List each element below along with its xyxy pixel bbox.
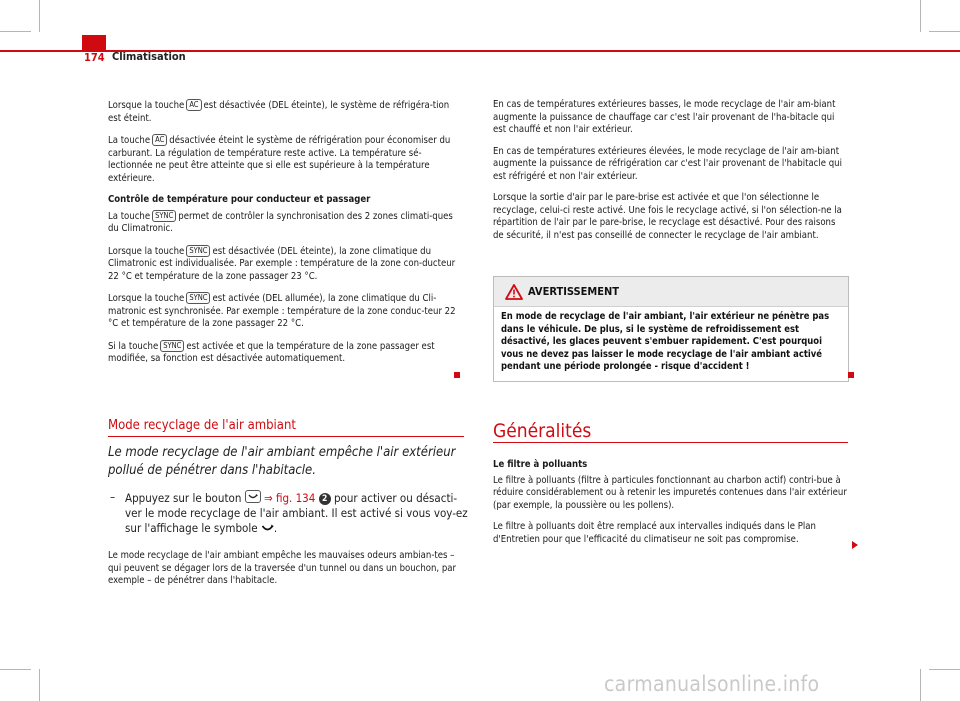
warning-title: AVERTISSEMENT [528, 285, 620, 298]
text: est activée (DEL allumée), la zone climatique du Cli-matronic est synchronisée. Par exemple : température de la zone conduc-teur 22 °C et température de la zone passager 22 °C. [108, 293, 456, 329]
air-recirculation-icon [245, 490, 261, 503]
text: Lorsque la touche [108, 293, 185, 304]
text: désactivée éteint le système de réfrigération pour économiser du carburant. La régulation de température reste active. La température sé-lectionnée ne peut être atteinte que si elle est supérieure à la température extérieure. [108, 135, 451, 184]
warning-triangle-icon [505, 284, 523, 300]
crop-mark [929, 31, 960, 32]
paragraph [108, 99, 463, 125]
paragraph: Le filtre à polluants doit être remplacé aux intervalles indiqués dans le Plan d'Entretien pour que l'efficacité du climatiseur ne soit pas compromise. [493, 521, 816, 545]
paragraph: En cas de températures extérieures élevées, le mode recyclage de l'air am-biant augmente la puissance de réfrigération car c'est l'air provenant de l'habitacle qui est réfrigéré et non l'air extérieur. [493, 145, 842, 182]
left-column [108, 99, 463, 375]
subheading: Le filtre à polluants [493, 459, 588, 470]
callout-number: 2 [319, 493, 331, 505]
crop-mark [39, 0, 40, 32]
chapter-title: Climatisation [112, 50, 186, 63]
page-number: 174 [84, 51, 105, 64]
text: est désactivée (DEL éteinte), le système de réfrigéra-tion est éteint. [108, 100, 450, 124]
paragraph: Le filtre à polluants (filtre à particules fonctionnant au charbon actif) contri-bue à réduire considérablement ou à retenir les impuretés contenues dans l'air extérieur (par exemple, la poussière ou les pollens). [493, 474, 847, 511]
section-title-recirculation: Mode recyclage de l'air ambiant [108, 418, 296, 433]
text: Appuyez sur le bouton [125, 491, 242, 505]
text: permet de contrôler la synchronisation des 2 zones climati-ques du Climatronic. [108, 210, 453, 234]
crop-mark [0, 31, 31, 32]
ac-key: AC [186, 99, 201, 111]
text: Lorsque la touche [108, 100, 185, 111]
step-text [125, 490, 468, 536]
crop-mark [920, 0, 921, 32]
sync-key: SYNC [152, 210, 176, 222]
paragraph: Lorsque la sortie d'air par le pare-brise est activée et que l'on sélectionne le recyclage, celui-ci reste activé. Une fois le recyclage activé, si l'on sélection-ne la répartition de l'air par le pare-brise, le recyclage est désactivé. Pour des raisons de sécurité, il n'est pas conseillé de connecter le recyclage de l'air ambiant. [493, 192, 842, 241]
right-column [493, 99, 848, 251]
next-page-arrow-icon [852, 541, 858, 549]
paragraph: En cas de températures extérieures basses, le mode recyclage de l'air am-biant augmente la puissance de chauffage car c'est l'air provenant de l'ha-bitacle qui est chauffé et non l'air extérieur. [493, 99, 836, 135]
air-recirculation-icon [261, 524, 274, 533]
paragraph [108, 245, 463, 284]
crop-mark [39, 669, 40, 701]
ac-key: AC [152, 134, 167, 146]
section-lead: Le mode recyclage de l'air ambiant empêche l'air extérieur pollué de pénétrer dans l'habitacle. [108, 445, 456, 478]
paragraph [108, 550, 463, 597]
warning-header [494, 277, 848, 307]
step-dash: – [110, 490, 116, 504]
section-rule [108, 436, 464, 437]
page-number-tab [82, 35, 106, 52]
sync-key: SYNC [186, 245, 210, 257]
paragraph [108, 292, 463, 331]
crop-mark [929, 669, 960, 670]
paragraph [108, 134, 463, 185]
text: pour activer ou désacti-ver le mode recyclage de l'air ambiant. Il est activé si vous voy-ez sur l'affichage le symbole [125, 491, 468, 535]
text: La touche [108, 210, 151, 222]
text: Le mode recyclage de l'air ambiant empêche les mauvaises odeurs ambian-tes – qui peuvent se dégager lors de la traversée d'un tunnel ou dans un bouchon, par exemple – de pénétrer dans l'habitacle. [108, 550, 457, 586]
instruction-step [108, 490, 468, 536]
section-rule [493, 442, 848, 443]
text: est activée et que la température de la zone passager est modifiée, sa fonction est désactivée automatiquement. [108, 340, 435, 364]
section-title-general: Généralités [493, 420, 592, 442]
end-of-section-square-icon [848, 372, 854, 378]
watermark: carmanualsonline.info [604, 672, 820, 696]
text: . [273, 521, 278, 535]
subheading: Contrôle de température pour conducteur et passager [108, 194, 371, 205]
text: Si la touche [108, 340, 159, 352]
paragraph [108, 210, 463, 236]
crop-mark [0, 669, 31, 670]
warning-box [493, 276, 849, 382]
paragraph [108, 340, 463, 366]
text: Lorsque la touche [108, 245, 185, 257]
right-column-lower [493, 459, 848, 555]
end-of-section-square-icon [454, 372, 460, 378]
crop-mark [920, 669, 921, 701]
warning-text: En mode de recyclage de l'air ambiant, l'air extérieur ne pénètre pas dans le véhicule. De plus, si le système de refroidissement est désactivé, les glaces peuvent s'embuer rapidement. C'est pourquoi vous ne devez pas laisser le mode recyclage de l'air ambiant activé pendant une période prolongée - risque d'accident ! [501, 311, 830, 372]
text: La touche [108, 135, 151, 146]
text: est désactivée (DEL éteinte), la zone climatique du Climatronic est individualisée. Par exemple : température de la zone con-ducteur 22 °C et température de la zone passager 23 °C. [108, 245, 456, 282]
sync-key: SYNC [186, 292, 210, 304]
figure-reference-link[interactable]: ⇒ fig. 134 [263, 491, 316, 505]
sync-key: SYNC [160, 340, 184, 352]
